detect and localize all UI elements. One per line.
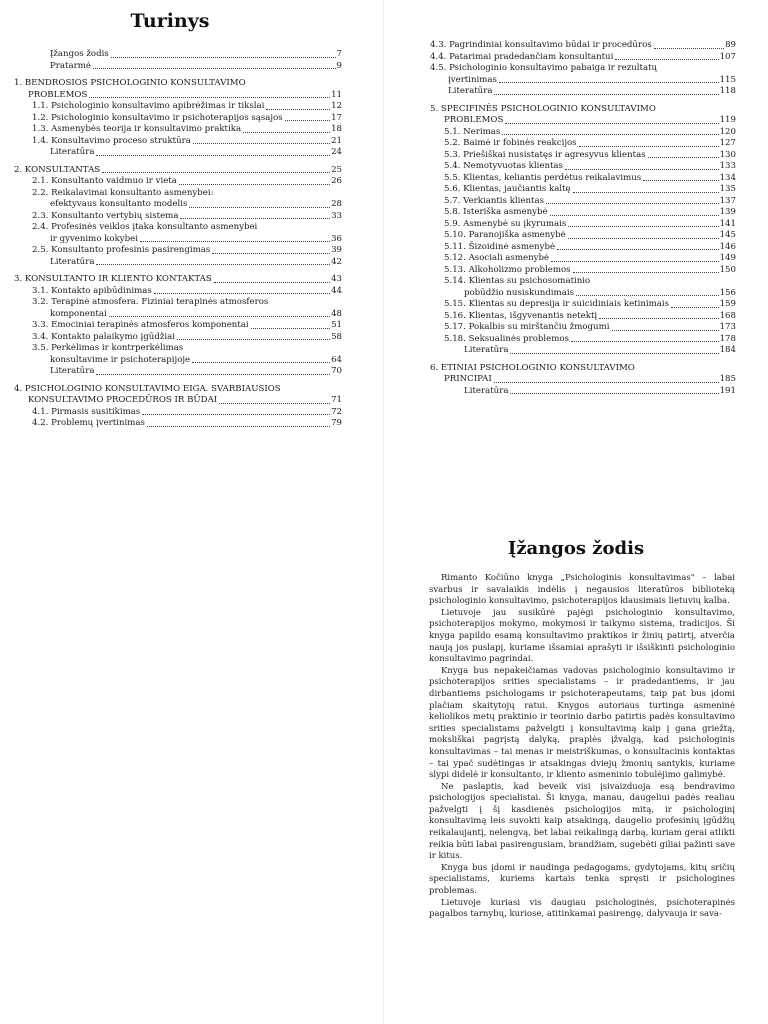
toc-entry <box>430 219 736 231</box>
toc-entry-title: 5.11. Šizoidinė asmenybė <box>444 241 556 252</box>
toc-page-number: 89 <box>725 40 736 50</box>
toc-page-number: 149 <box>719 253 736 263</box>
toc-entry-title: 2.5. Konsultanto profesinis pasirengimas <box>32 245 211 255</box>
toc-entry <box>430 196 736 208</box>
toc-dot-leader <box>219 403 330 404</box>
toc-entry-title: 5.15. Klientas su depresija ir suicidiniais ketinimais <box>444 299 670 309</box>
toc-entry <box>430 63 736 86</box>
toc-entry <box>14 78 342 101</box>
toc-entry-title: 3. KONSULTANTO IR KLIENTO KONTAKTAS <box>14 274 212 284</box>
toc-entry <box>430 52 736 64</box>
toc-entry-title: 5.12. Asociali asmenybė <box>444 253 550 263</box>
toc-entry-title: 5.10. Paranojiška asmenybė <box>444 230 566 240</box>
toc-page-number: 173 <box>719 322 736 332</box>
toc-entry-title: KONSULTAVIMO PROCEDŪROS IR BŪDAI <box>28 395 218 405</box>
toc-entry-title: Literatūra <box>50 256 95 267</box>
toc-dot-leader <box>573 192 719 193</box>
toc-page-number: 134 <box>719 172 736 183</box>
toc-entry <box>14 297 342 320</box>
toc-dot-leader <box>494 94 718 95</box>
intro-paragraph: Rimanto Kočiūno knyga „Psichologinis konsultavimas" – labai svarbus ir savalaikis indėlis į negausios literatūros biblioteką psichologinio konsultavimo, psichoterapijos klausimais lietuvių kalba. <box>429 573 735 607</box>
toc-entry <box>14 211 342 223</box>
toc-dot-leader <box>96 155 330 156</box>
toc-entry <box>430 363 736 386</box>
toc-dot-leader <box>89 97 330 98</box>
toc-entry-title: PROBLEMOS <box>444 115 504 125</box>
toc-entry <box>430 127 736 139</box>
toc-page-number: 137 <box>719 195 736 206</box>
toc-dot-leader <box>179 184 330 185</box>
toc-page-number: 79 <box>331 418 342 428</box>
toc-entry <box>14 245 342 257</box>
toc-entry <box>14 165 342 177</box>
toc-entry-title: 5.3. Priešiškai nusistatęs ir agresyvus klientas <box>444 149 646 160</box>
toc-entry <box>430 299 736 311</box>
toc-dot-leader <box>615 59 718 60</box>
toc-entry <box>14 286 342 298</box>
toc-dot-leader <box>192 362 330 363</box>
toc-page-number: 127 <box>719 138 736 148</box>
toc-entry-title: 5.18. Seksualinės problemos <box>444 333 569 344</box>
toc-entry-title: 5.16. Klientas, išgyvenantis netektį <box>444 310 598 321</box>
toc-page-number: 71 <box>331 395 342 405</box>
toc-dot-leader <box>573 272 719 273</box>
toc-page-number: 44 <box>331 285 342 296</box>
toc-page-number: 141 <box>719 218 736 229</box>
toc-page-number: 115 <box>719 74 736 85</box>
toc-entry-title: 5.6. Klientas, jaučiantis kaltę <box>444 184 571 194</box>
toc-entry <box>14 222 342 245</box>
toc-page-number: 139 <box>719 207 736 217</box>
contents-title: Turinys <box>130 10 210 32</box>
toc-dot-leader <box>576 295 719 296</box>
toc-page-number: 12 <box>331 101 342 111</box>
toc-dot-leader <box>180 218 330 219</box>
toc-page-number: 168 <box>719 310 736 321</box>
toc-entry <box>430 173 736 185</box>
toc-dot-leader <box>96 374 330 375</box>
toc-entry <box>14 407 342 419</box>
toc-dot-leader <box>654 48 724 49</box>
toc-page-number: 119 <box>719 115 736 125</box>
toc-entry-title: 5.17. Pokalbis su mirštančiu žmogumi <box>444 322 610 332</box>
toc-entry-line: 5. SPECIFINĖS PSICHOLOGINIO KONSULTAVIMO <box>430 103 656 114</box>
toc-dot-leader <box>643 180 718 181</box>
toc-entry-title: 2.3. Konsultanto vertybių sistema <box>32 210 179 221</box>
toc-dot-leader <box>499 82 719 83</box>
toc-entry-title: Literatūra <box>50 147 95 157</box>
toc-dot-leader <box>266 109 330 110</box>
toc-page-number: 118 <box>719 86 736 96</box>
toc-entry-title: Literatūra <box>50 366 95 376</box>
toc-page-number: 7 <box>336 49 342 59</box>
toc-page-number: 28 <box>331 199 342 209</box>
table-of-contents-left <box>14 49 342 430</box>
intro-title: Įžangos žodis <box>507 538 645 559</box>
toc-entry-title: efektyvaus konsultanto modelis <box>50 199 188 209</box>
toc-entry <box>430 86 736 98</box>
toc-page-number: 70 <box>331 366 342 376</box>
toc-dot-leader <box>494 382 719 383</box>
toc-dot-leader <box>140 241 330 242</box>
toc-page-number: 135 <box>719 184 736 194</box>
toc-entry-title: PRINCIPAI <box>444 374 492 384</box>
toc-entry <box>430 40 736 52</box>
toc-dot-leader <box>579 146 719 147</box>
toc-entry-title: 4.1. Pirmasis susitikimas <box>32 406 141 417</box>
toc-dot-leader <box>214 282 330 283</box>
toc-entry <box>14 332 342 344</box>
toc-entry <box>14 418 342 430</box>
toc-page-number: 145 <box>719 230 736 240</box>
toc-page-number: 64 <box>331 354 342 365</box>
table-of-contents-right <box>430 40 736 397</box>
toc-page-number: 178 <box>719 333 736 344</box>
toc-dot-leader <box>96 264 330 265</box>
toc-entry-title: 5.1. Nerimas <box>444 126 501 137</box>
toc-page-number: 150 <box>719 264 736 275</box>
toc-page-number: 72 <box>331 406 342 417</box>
toc-entry-title: 2. KONSULTANTAS <box>14 164 101 175</box>
toc-entry-title: Literatūra <box>464 345 509 355</box>
toc-entry <box>430 345 736 357</box>
toc-entry <box>14 147 342 159</box>
toc-entry <box>14 124 342 136</box>
toc-dot-leader <box>565 169 719 170</box>
toc-dot-leader <box>557 249 719 250</box>
toc-dot-leader <box>285 120 330 121</box>
toc-page-number: 184 <box>719 345 736 355</box>
toc-dot-leader <box>147 426 330 427</box>
toc-entry <box>430 150 736 162</box>
toc-entry-title: 3.4. Kontakto palaikymo įgūdžiai <box>32 331 175 342</box>
toc-page-number: 42 <box>331 256 342 267</box>
toc-entry-title: Literatūra <box>448 86 493 96</box>
toc-entry <box>430 138 736 150</box>
toc-dot-leader <box>142 414 330 415</box>
toc-entry <box>430 265 736 277</box>
toc-page-number: 26 <box>331 176 342 186</box>
toc-page-number: 39 <box>331 245 342 255</box>
toc-entry <box>430 207 736 219</box>
toc-entry-line: 6. ETINIAI PSICHOLOGINIO KONSULTAVIMO <box>430 362 635 373</box>
toc-entry-title: 3.3. Emociniai terapinės atmosferos komponentai <box>32 320 249 330</box>
intro-paragraph: Knyga bus nepakeičiamas vadovas psichologinio konsultavimo ir psichoterapijos srities specialistams – ir pradedantiems, ir jau dirbantiems psichologams ir psichoterapeutams, taip pat bus įdomi plačiam skaitytojų ratui. Knygos autoriaus turtinga asmeninė keliolikos metų praktinio ir teorinio darbo patirtis padės konsultavimo srities specialistams pažvelgti į konsultavimą kaip į gana griežtą, moksliškai pagrįstą dalyką, praplės įžvalgą, kad psichologinis konsultavimas – tai menas ir meistriškumas, o konsultacinis kontaktas – tai ypač sudėtingas ir atsakingas dviejų žmonių santykis, kuriame slypi didelė ir konsultanto, ir kliento asmeninio tobulėjimo galimybė. <box>429 665 735 781</box>
toc-entry-line: 2.4. Profesinės veiklos įtaka konsultanto asmenybei <box>32 222 258 232</box>
toc-dot-leader <box>177 339 330 340</box>
toc-dot-leader <box>193 143 330 144</box>
toc-entry-line: 3.2. Terapinė atmosfera. Fiziniai terapinės atmosferos <box>32 297 269 307</box>
toc-entry <box>430 242 736 254</box>
toc-entry-title: komponentai <box>50 308 107 319</box>
toc-dot-leader <box>671 307 719 308</box>
toc-entry-title: 2.1. Konsultanto vaidmuo ir vieta <box>32 176 177 186</box>
toc-dot-leader <box>102 172 330 173</box>
toc-dot-leader <box>109 316 330 317</box>
toc-entry <box>14 343 342 366</box>
toc-entry-title: 1.4. Konsultavimo proceso struktūra <box>32 135 191 146</box>
toc-entry <box>14 320 342 332</box>
toc-dot-leader <box>648 157 719 158</box>
toc-entry-title: 5.9. Asmenybė su įkyrumais <box>444 218 567 229</box>
toc-dot-leader <box>571 341 719 342</box>
toc-entry-title: ir gyvenimo kokybei <box>50 233 139 244</box>
toc-entry <box>430 230 736 242</box>
toc-entry <box>14 136 342 148</box>
toc-entry-title: įvertinimas <box>448 74 497 85</box>
toc-page-number: 156 <box>719 287 736 298</box>
toc-entry-title: PROBLEMOS <box>28 89 88 100</box>
toc-page-number: 33 <box>331 210 342 221</box>
toc-dot-leader <box>550 215 719 216</box>
toc-page-number: 24 <box>331 147 342 157</box>
toc-dot-leader <box>93 68 336 69</box>
toc-page-number: 25 <box>331 164 342 175</box>
toc-dot-leader <box>502 134 718 135</box>
toc-entry <box>14 113 342 125</box>
toc-entry <box>430 161 736 173</box>
toc-entry-title: 4.4. Patarimai pradedančiam konsultantui <box>430 51 614 62</box>
toc-entry <box>14 257 342 269</box>
toc-entry-title: 1.1. Psichologinio konsultavimo apibrėžimas ir tikslai <box>32 101 265 111</box>
toc-page-number: 36 <box>331 233 342 244</box>
toc-page-number: 133 <box>719 161 736 171</box>
toc-entry-title: 5.7. Verkiantis klientas <box>444 195 545 206</box>
toc-page-number: 191 <box>719 385 736 396</box>
toc-entry-title: konsultavime ir psichoterapijoje <box>50 354 191 365</box>
toc-entry <box>14 188 342 211</box>
toc-dot-leader <box>599 318 718 319</box>
toc-entry-title: Įžangos žodis <box>50 49 109 59</box>
intro-paragraph: Lietuvoje kuriasi vis daugiau psichologinės, psichoterapinės pagalbos tarnybų, kuriose, atitinkamai pasirengę, dalyvauja ir sava- <box>429 897 735 920</box>
toc-entry-title: Literatūra <box>464 385 509 396</box>
toc-page-number: 130 <box>719 149 736 160</box>
toc-page-number: 18 <box>331 124 342 134</box>
intro-body <box>429 573 735 921</box>
toc-entry-line: 4. PSICHOLOGINIO KONSULTAVIMO EIGA. SVARBIAUSIOS <box>14 383 281 394</box>
toc-page-number: 9 <box>336 60 342 71</box>
toc-entry-title: 5.2. Baimė ir fobinės reakcijos <box>444 138 577 148</box>
toc-entry-title: 5.13. Alkoholizmo problemos <box>444 264 571 275</box>
toc-entry-line: 2.2. Reikalavimai konsultanto asmenybei: <box>32 187 214 198</box>
toc-entry-line: 4.5. Psichologinio konsultavimo pabaiga ir rezultatų <box>430 63 658 73</box>
toc-dot-leader <box>154 293 330 294</box>
intro-paragraph: Lietuvoje jau susikūrė pajėgi psichologinio konsultavimo, psichoterapijos mokymo, mokymosi ir taikymo sistema, tradicijos. Ši knyga papildo esamą konsultavimo praktikos ir žinių patirtį, atverčia naują jos puslapį, kuriame išsamiai aprašyti ir išsiškinti psichologinio konsultavimo pagrindai. <box>429 607 735 665</box>
toc-entry <box>430 104 736 127</box>
toc-page-number: 159 <box>719 299 736 309</box>
toc-page-number: 58 <box>331 331 342 342</box>
toc-page-number: 51 <box>331 320 342 330</box>
toc-page-number: 11 <box>331 89 342 100</box>
toc-dot-leader <box>505 123 718 124</box>
intro-paragraph: Knyga bus įdomi ir naudinga pedagogams, gydytojams, kitų sričių specialistams, kuriems kartais tenka spręsti ir psichologines problemas. <box>429 862 735 897</box>
toc-page-number: 48 <box>331 308 342 319</box>
toc-page-number: 21 <box>331 135 342 146</box>
toc-entry <box>14 274 342 286</box>
toc-entry <box>14 384 342 407</box>
toc-dot-leader <box>243 132 330 133</box>
toc-dot-leader <box>510 353 718 354</box>
toc-entry-title: Pratarmė <box>50 60 91 71</box>
right-page <box>384 0 768 1024</box>
toc-entry <box>14 176 342 188</box>
toc-dot-leader <box>612 330 719 331</box>
toc-entry-title: 4.2. Problemų įvertinimas <box>32 418 145 428</box>
toc-page-number: 146 <box>719 241 736 252</box>
toc-entry-title: pobūdžio nusiskundimais <box>464 287 574 298</box>
toc-entry-title: 1.2. Psichologinio konsultavimo ir psichoterapijos sąsajos <box>32 112 283 123</box>
toc-entry <box>14 49 342 61</box>
toc-page-number: 17 <box>331 112 342 123</box>
toc-page-number: 120 <box>719 126 736 137</box>
toc-dot-leader <box>212 253 330 254</box>
toc-entry <box>430 311 736 323</box>
toc-entry-title: 3.1. Kontakto apibūdinimas <box>32 285 152 296</box>
toc-entry <box>430 184 736 196</box>
toc-entry <box>430 276 736 299</box>
toc-entry-line: 1. BENDROSIOS PSICHOLOGINIO KONSULTAVIMO <box>14 78 246 88</box>
toc-entry <box>430 334 736 346</box>
toc-dot-leader <box>568 226 718 227</box>
toc-dot-leader <box>546 203 719 204</box>
toc-page-number: 107 <box>719 51 736 62</box>
toc-entry-title: 5.4. Nemotyvuotas klientas <box>444 161 563 171</box>
toc-entry-title: 5.8. Isteriška asmenybė <box>444 207 548 217</box>
toc-entry <box>14 61 342 73</box>
intro-paragraph: Ne paslaptis, kad beveik visi įsivaizduoja esą bendravimo psichologijos specialistai. Ši knyga, manau, daugeliui padės realiau pažvelgti į šį kasdienės psichologijos mitą, ir psichologinį konsultavimą leis suvokti kaip atsakingą, daugelio profesinių įgūdžių reikalaujantį, nelengvą, bet labai reikalingą darbą, kuriam gerai atlikti reikia būti labai pasirengusiam, brandžiam, sugebėti giliai pažinti save ir kitus. <box>429 781 735 862</box>
toc-entry-line: 5.14. Klientas su psichosomatinio <box>444 276 591 286</box>
toc-entry-line: 3.5. Perkėlimas ir kontrperkėlimas <box>32 343 184 353</box>
toc-entry <box>14 101 342 113</box>
toc-dot-leader <box>111 57 336 58</box>
toc-entry-title: 4.3. Pagrindiniai konsultavimo būdai ir procedūros <box>430 40 652 50</box>
toc-dot-leader <box>568 238 719 239</box>
toc-entry <box>430 322 736 334</box>
toc-entry <box>430 386 736 398</box>
toc-dot-leader <box>551 261 719 262</box>
toc-dot-leader <box>251 328 330 329</box>
toc-entry-title: 5.5. Klientas, keliantis perdėtus reikalavimus <box>444 172 642 183</box>
toc-dot-leader <box>510 393 718 394</box>
toc-entry <box>430 253 736 265</box>
toc-entry <box>14 366 342 378</box>
toc-dot-leader <box>189 207 330 208</box>
toc-page-number: 43 <box>331 274 342 284</box>
toc-page-number: 185 <box>719 374 736 384</box>
toc-entry-title: 1.3. Asmenybės teorija ir konsultavimo praktika <box>32 124 242 134</box>
